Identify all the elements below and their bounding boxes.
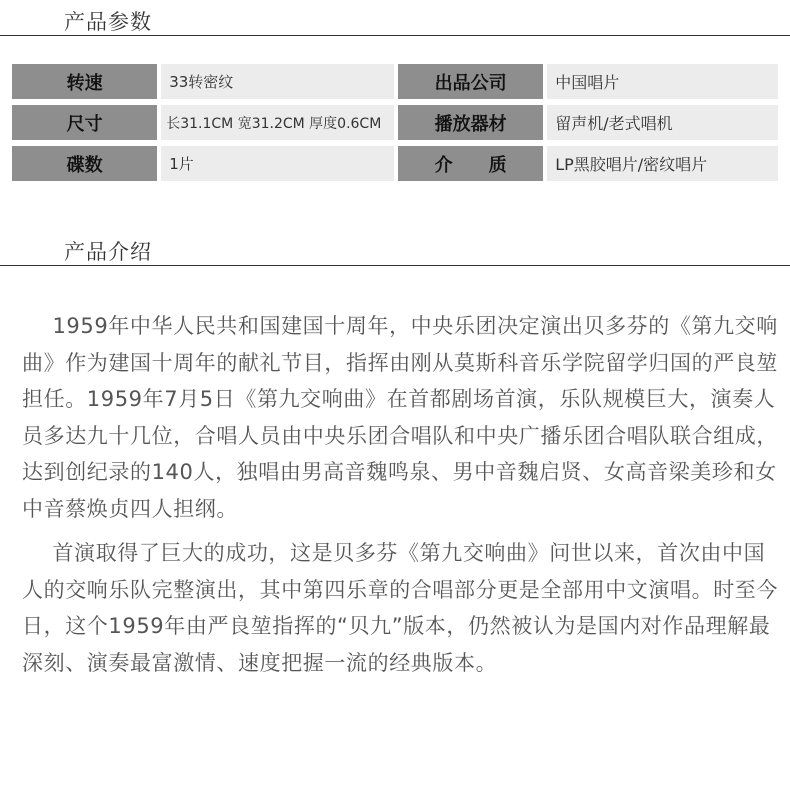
param-label: 转速 (12, 64, 157, 99)
param-label: 出品公司 (398, 64, 543, 99)
intro-text (22, 308, 780, 681)
params-table (12, 64, 778, 187)
param-label: 播放器材 (398, 105, 543, 140)
params-row (12, 146, 778, 181)
param-label: 尺寸 (12, 105, 157, 140)
param-value: 1片 (161, 146, 394, 181)
params-section-title: 产品参数 (64, 10, 152, 34)
param-value: 中国唱片 (547, 64, 778, 99)
intro-section-title: 产品介绍 (64, 240, 152, 264)
param-label: 碟数 (12, 146, 157, 181)
params-row (12, 105, 778, 140)
params-divider (0, 35, 790, 36)
intro-paragraph: 首演取得了巨大的成功，这是贝多芬《第九交响曲》问世以来，首次由中国人的交响乐队完整演出，其中第四乐章的合唱部分更是全部用中文演唱。时至今日，这个1959年由严良堃指挥的“贝九”版本，仍然被认为是国内对作品理解最深刻、演奏最富激情、速度把握一流的经典版本。 (22, 541, 778, 675)
param-value: LP黑胶唱片/密纹唱片 (547, 146, 778, 181)
intro-paragraph: 1959年中华人民共和国建国十周年，中央乐团决定演出贝多芬的《第九交响曲》作为建国十周年的献礼节目，指挥由刚从莫斯科音乐学院留学归国的严良堃担任。1959年7月5日《第九交响曲》在首都剧场首演，乐队规模巨大，演奏人员多达九十几位，合唱人员由中央乐团合唱队和中央广播乐团合唱队联合组成，达到创纪录的140人，独唱由男高音魏鸣泉、男中音魏启贤、女高音梁美珍和女中音蔡焕贞四人担纲。 (22, 314, 778, 521)
param-value: 长31.1CM 宽31.2CM 厚度0.6CM (161, 105, 394, 140)
param-value: 33转密纹 (161, 64, 394, 99)
intro-divider (0, 265, 790, 266)
param-label: 介 质 (398, 146, 543, 181)
param-value: 留声机/老式唱机 (547, 105, 778, 140)
params-row (12, 64, 778, 99)
